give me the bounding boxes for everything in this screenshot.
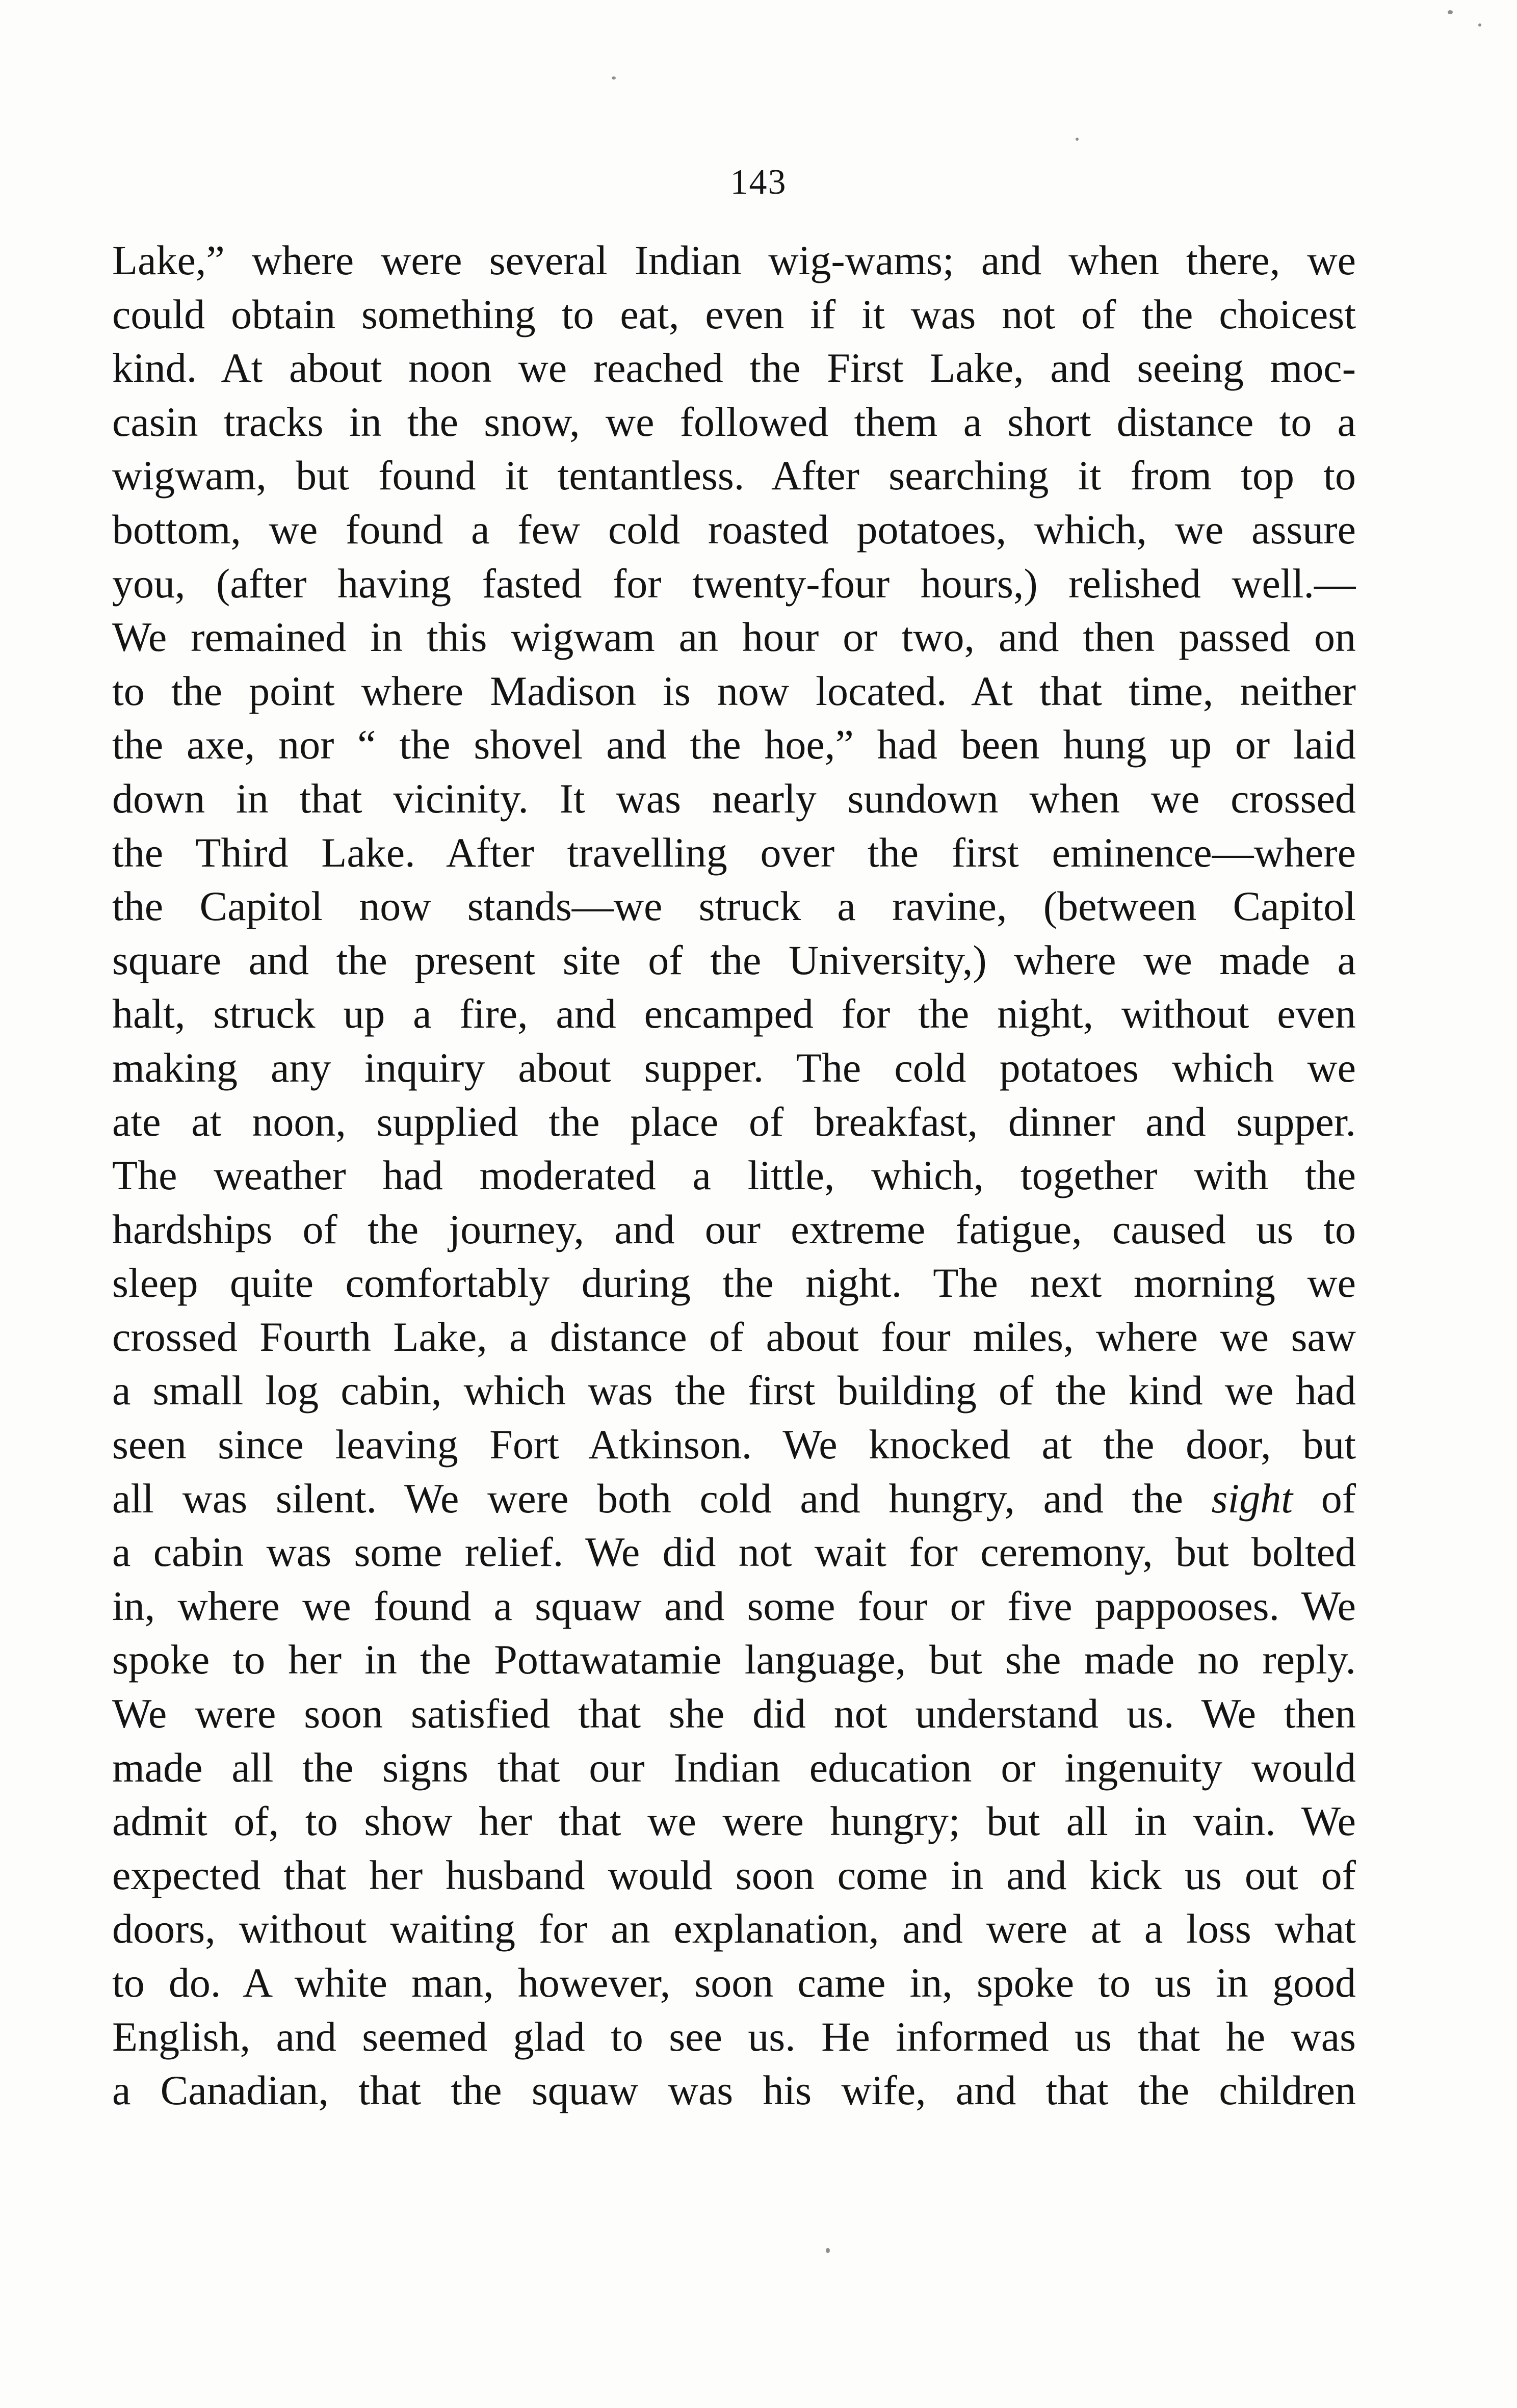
text-line: a cabin was some relief. We did not wait for ceremony, but bolted <box>112 1529 1356 1576</box>
text-line: in, where we found a squaw and some four or five pappooses. We <box>112 1582 1356 1629</box>
text-line: bottom, we found a few cold roasted potatoes, which, we assure <box>112 506 1356 553</box>
text-line: spoke to her in the Pottawatamie language, but she made no reply. <box>112 1636 1356 1683</box>
text-line: We remained in this wigwam an hour or two, and then passed on <box>112 614 1356 661</box>
text-line: casin tracks in the snow, we followed them a short distance to a <box>112 398 1356 445</box>
text-line: a Canadian, that the squaw was his wife, and that the children <box>112 2067 1356 2114</box>
scan-speck <box>1448 10 1453 14</box>
text-line: wigwam, but found it tentantless. After searching it from top to <box>112 452 1356 499</box>
scan-speck <box>1478 23 1481 27</box>
text-line: making any inquiry about supper. The cold potatoes which we <box>112 1044 1356 1091</box>
scan-speck <box>826 2248 830 2253</box>
text-line: to do. A white man, however, soon came in, spoke to us in good <box>112 1959 1356 2006</box>
italic-word: sight <box>1211 1475 1293 1522</box>
text-line: seen since leaving Fort Atkinson. We knocked at the door, but <box>112 1421 1356 1468</box>
text-line: kind. At about noon we reached the First Lake, and seeing moc- <box>112 345 1356 391</box>
text-line: the axe, nor “ the shovel and the hoe,” had been hung up or laid <box>112 721 1356 768</box>
text-segment: all was silent. We were both cold and hungry, and the <box>112 1475 1183 1522</box>
text-line: to the point where Madison is now located. At that time, neither <box>112 667 1356 714</box>
text-line: ate at noon, supplied the place of breakfast, dinner and supper. <box>112 1098 1356 1145</box>
text-line-with-italic <box>112 1472 1356 1526</box>
text-line: made all the signs that our Indian education or ingenuity would <box>112 1744 1356 1791</box>
text-line: crossed Fourth Lake, a distance of about four miles, where we saw <box>112 1313 1356 1360</box>
text-line: you, (after having fasted for twenty-four hours,) relished well.— <box>112 560 1356 607</box>
text-line: the Third Lake. After travelling over the first eminence—where <box>112 829 1356 876</box>
page-number: 143 <box>730 163 787 202</box>
text-line: Lake,” where were several Indian wig-wams; and when there, we <box>112 237 1356 283</box>
text-line: We were soon satisfied that she did not understand us. We then <box>112 1690 1356 1737</box>
text-line: expected that her husband would soon come in and kick us out of <box>112 1851 1356 1898</box>
text-line: could obtain something to eat, even if it was not of the choicest <box>112 291 1356 337</box>
text-line: The weather had moderated a little, which, together with the <box>112 1152 1356 1199</box>
text-line: the Capitol now stands—we struck a ravine, (between Capitol <box>112 883 1356 930</box>
text-line: doors, without waiting for an explanation, and were at a loss what <box>112 1905 1356 1952</box>
text-line: down in that vicinity. It was nearly sundown when we crossed <box>112 775 1356 822</box>
text-line: sleep quite comfortably during the night. The next morning we <box>112 1260 1356 1306</box>
scan-speck <box>612 76 616 80</box>
text-line: admit of, to show her that we were hungry; but all in vain. We <box>112 1798 1356 1845</box>
text-line: a small log cabin, which was the first building of the kind we had <box>112 1367 1356 1414</box>
text-line: halt, struck up a fire, and encamped for the night, without even <box>112 990 1356 1037</box>
body-text <box>112 233 1356 2117</box>
text-line: English, and seemed glad to see us. He informed us that he was <box>112 2013 1356 2060</box>
text-line: hardships of the journey, and our extreme fatigue, caused us to <box>112 1206 1356 1252</box>
text-line: square and the present site of the University,) where we made a <box>112 936 1356 983</box>
text-segment: of <box>1293 1475 1356 1522</box>
scan-speck <box>1076 138 1079 141</box>
